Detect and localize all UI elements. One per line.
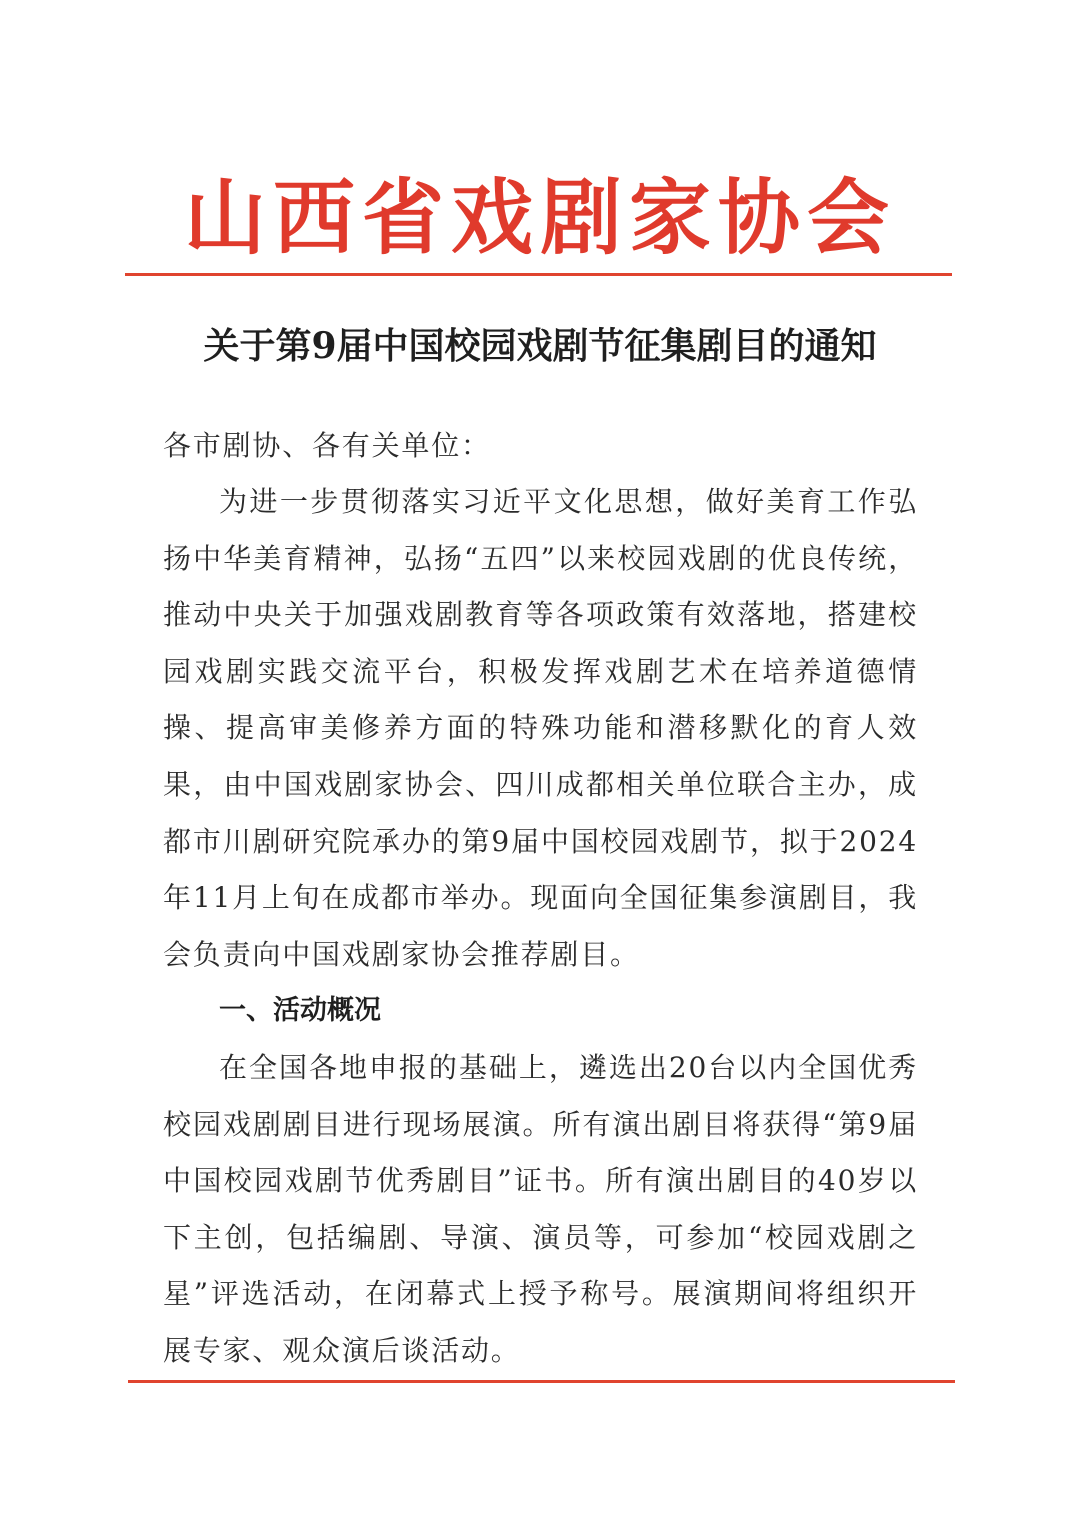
footer-divider-bottom — [128, 1380, 955, 1383]
section-heading-overview: 一、活动概况 — [219, 995, 381, 1026]
salutation: 各市剧协、各有关单位： — [163, 429, 491, 462]
paragraph-overview: 在全国各地申报的基础上，遴选出20台以内全国优秀校园戏剧剧目进行现场展演。所有演出剧目将获得“第9届中国校园戏剧节优秀剧目”证书。所有演出剧目的40岁以下主创，包括编剧、导演、演员等，可参加“校园戏剧之星”评选活动，在闭幕式上授予称号。展演期间将组织开展专家、观众演后谈活动。 — [163, 1051, 918, 1367]
paragraph-intro: 为进一步贯彻落实习近平文化思想，做好美育工作弘扬中华美育精神，弘扬“五四”以来校园戏剧的优良传统，推动中央关于加强戏剧教育等各项政策有效落地，搭建校园戏剧实践交流平台，积极发挥戏剧艺术在培养道德情操、提高审美修养方面的特殊功能和潜移默化的育人效果，由中国戏剧家协会、四川成都相关单位联合主办，成都市川剧研究院承办的第9届中国校园戏剧节，拟于2024年11月上旬在成都市举办。现面向全国征集参演剧目，我会负责向中国戏剧家协会推荐剧目。 — [163, 485, 918, 971]
document-title: 关于第9届中国校园戏剧节征集剧目的通知 — [203, 325, 877, 367]
letterhead-divider-top — [125, 273, 952, 276]
letterhead-org-name: 山西省戏剧家协会 — [183, 170, 896, 266]
